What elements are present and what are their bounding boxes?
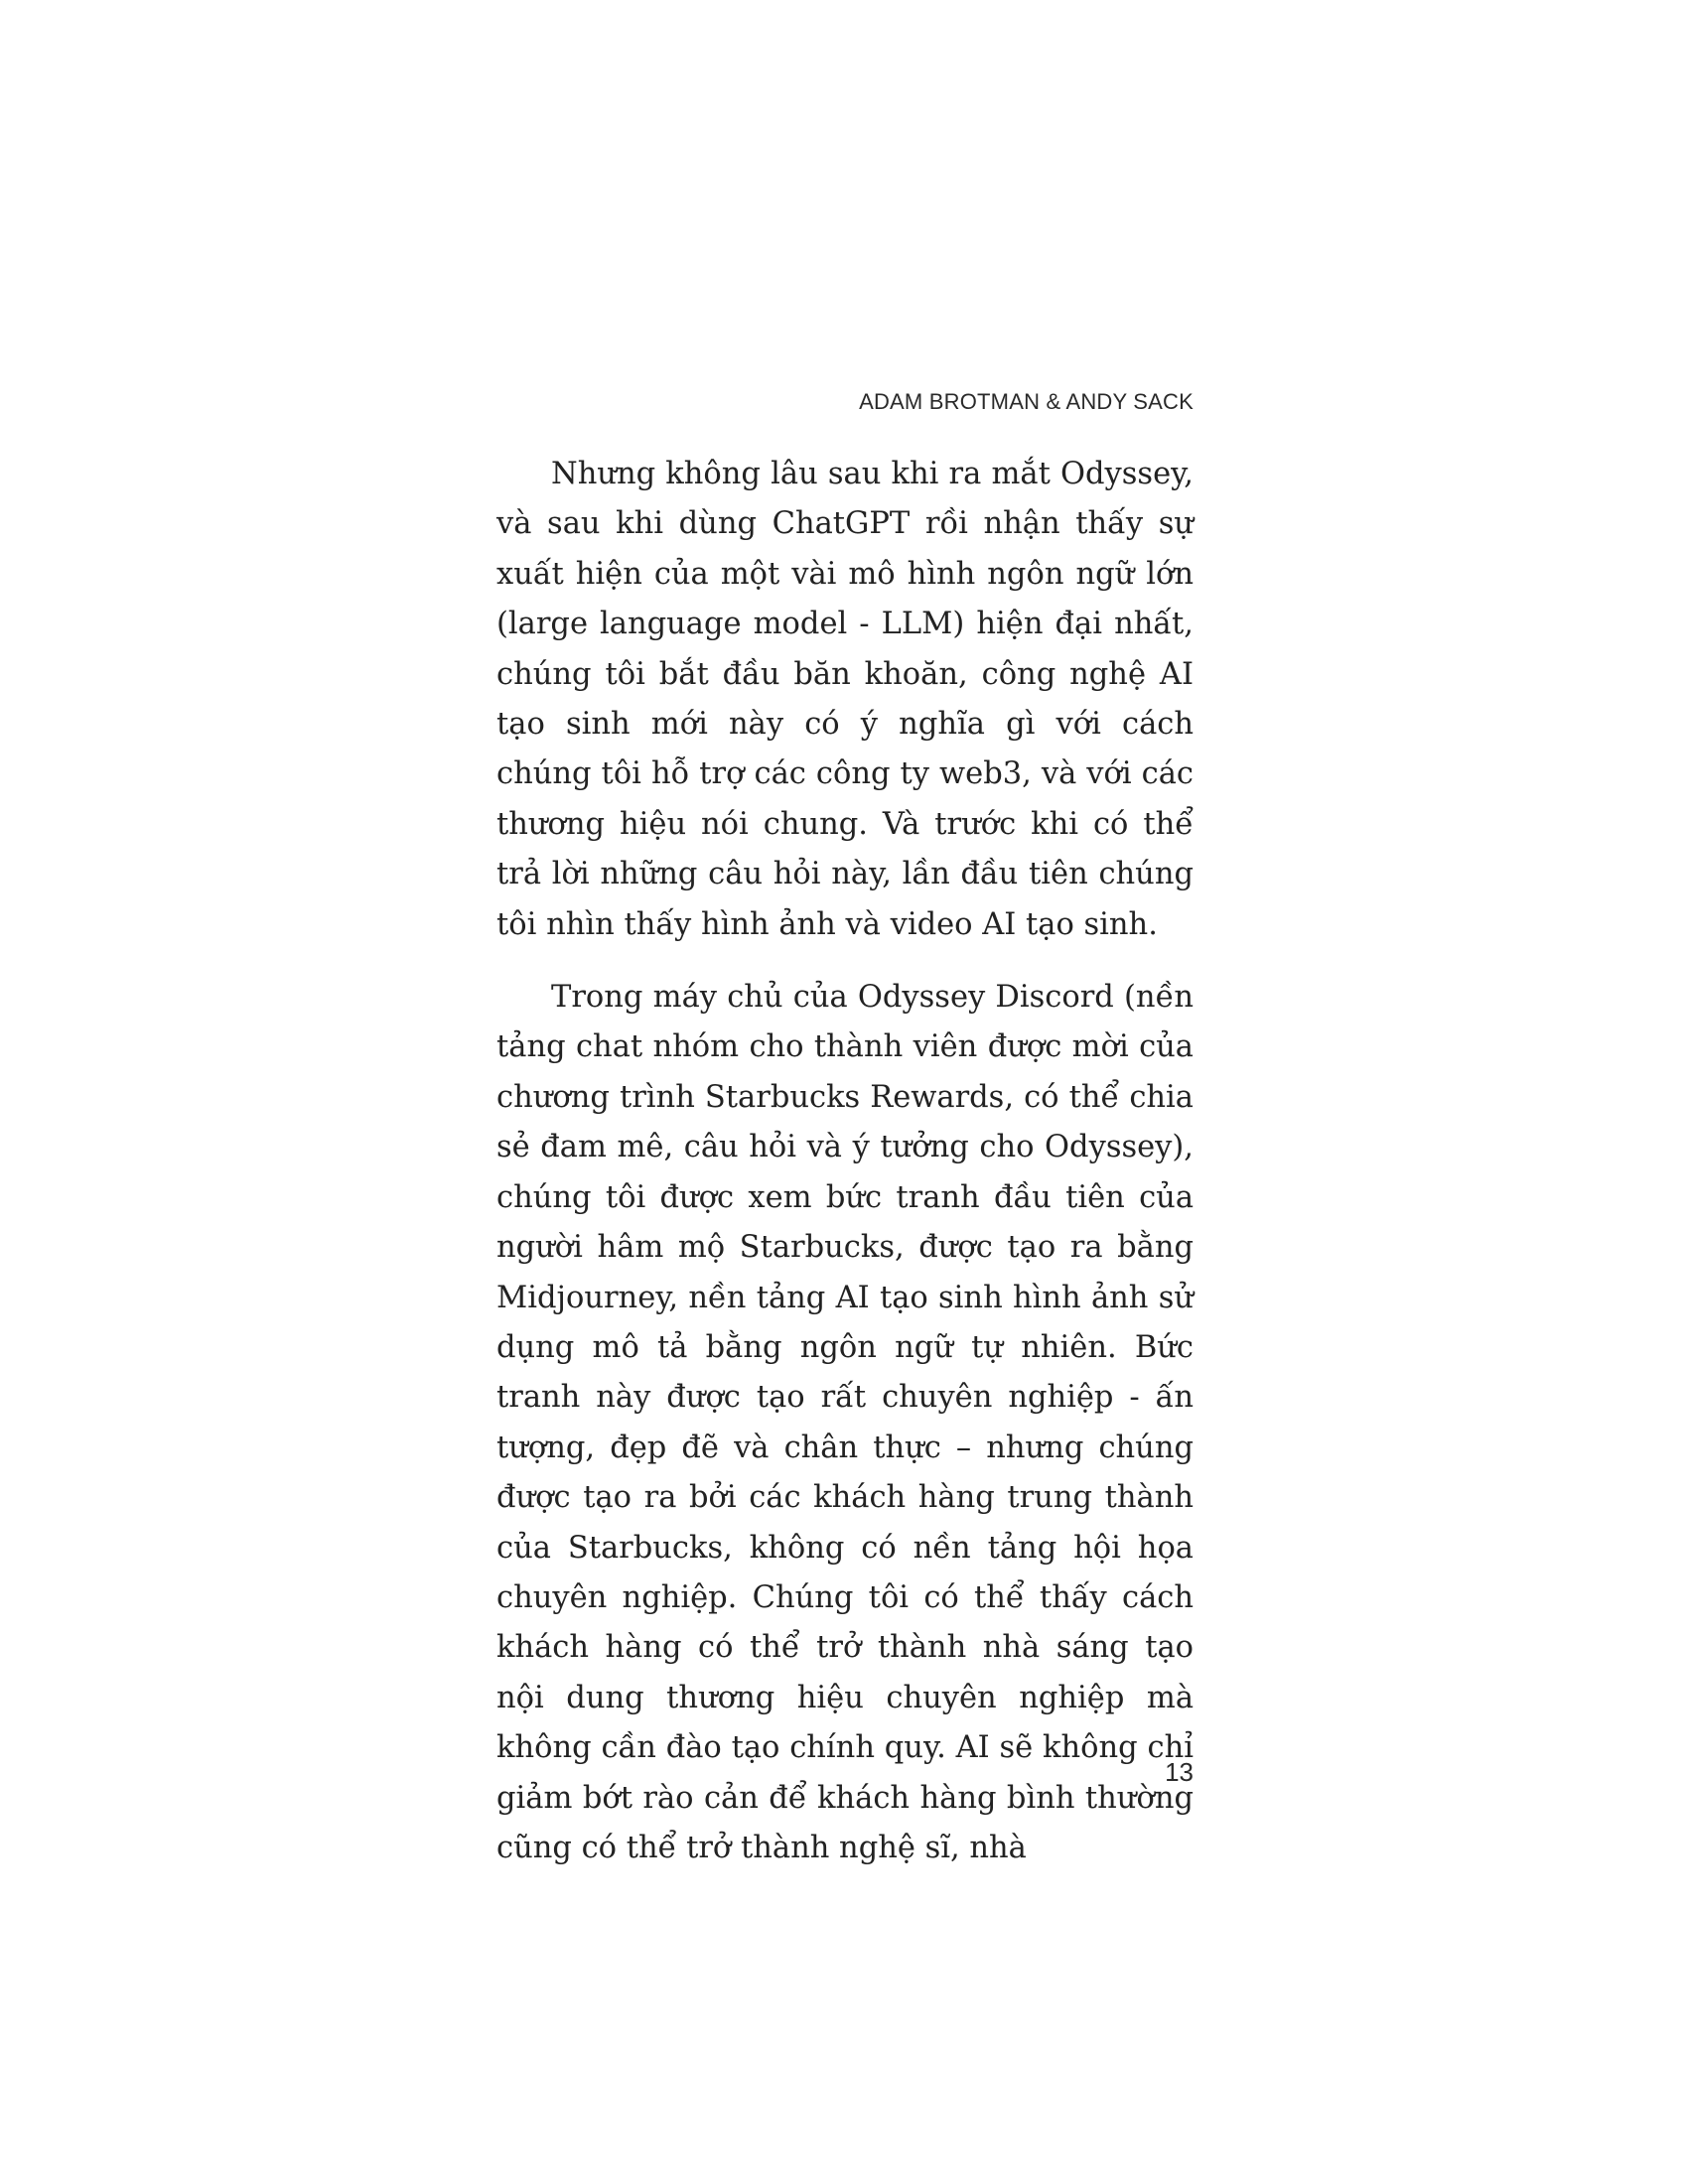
running-header: ADAM BROTMAN & ANDY SACK: [859, 389, 1194, 414]
paragraph-2: Trong máy chủ của Odyssey Discord (nền tảng chat nhóm cho thành viên được mời của chương trình Starbucks Rewards, có thể chia sẻ đam mê, câu hỏi và ý tưởng cho Odyssey), chúng tôi được xem bức tranh đầu tiên của người hâm mộ Starbucks, được tạo ra bằng Midjourney, nền tảng AI tạo sinh hình ảnh sử dụng mô tả bằng ngôn ngữ tự nhiên. Bức tranh này được tạo rất chuyên nghiệp - ấn tượng, đẹp đẽ và chân thực – nhưng chúng được tạo ra bởi các khách hàng trung thành của Starbucks, không có nền tảng hội họa chuyên nghiệp. Chúng tôi có thể thấy cách khách hàng có thể trở thành nhà sáng tạo nội dung thương hiệu chuyên nghiệp mà không cần đào tạo chính quy. AI sẽ không chỉ giảm bớt rào cản để khách hàng bình thường cũng có thể trở thành nghệ sĩ, nhà: [496, 980, 1194, 1865]
paragraph-1: Nhưng không lâu sau khi ra mắt Odyssey, và sau khi dùng ChatGPT rồi nhận thấy sự xuất hiện của một vài mô hình ngôn ngữ lớn (large language model - LLM) hiện đại nhất, chúng tôi bắt đầu băn khoăn, công nghệ AI tạo sinh mới này có ý nghĩa gì với cách chúng tôi hỗ trợ các công ty web3, và với các thương hiệu nói chung. Và trước khi có thể trả lời những câu hỏi này, lần đầu tiên chúng tôi nhìn thấy hình ảnh và video AI tạo sinh.: [496, 457, 1194, 942]
page-number: 13: [1165, 1757, 1194, 1787]
body-text: [496, 450, 1194, 1873]
